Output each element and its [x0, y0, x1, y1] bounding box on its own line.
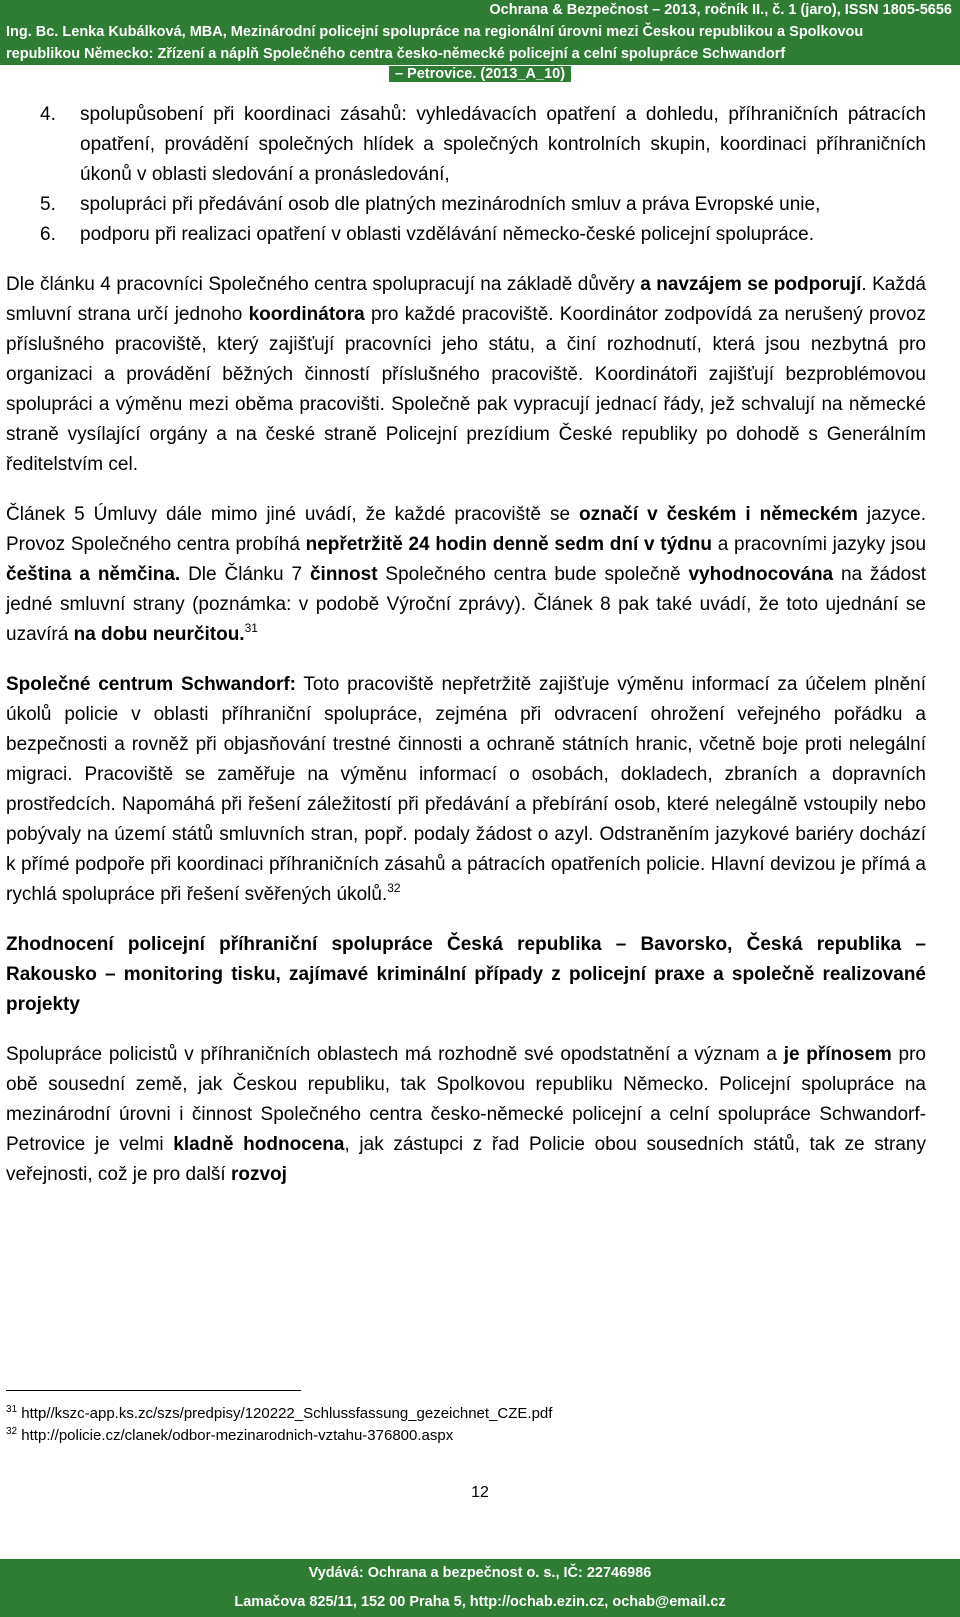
- bold-run: kladně hodnocena: [173, 1134, 345, 1155]
- list-number: 5.: [40, 194, 56, 215]
- bold-run: koordinátora: [248, 304, 365, 325]
- text-run: . Každá smluvní strana určí jednoho: [6, 274, 926, 325]
- footnote-ref[interactable]: 32: [387, 881, 401, 895]
- footnote: [6, 1426, 453, 1446]
- footnote-link[interactable]: http://policie.cz/clanek/odbor-mezinarodnich-vztahu-376800.aspx: [21, 1427, 454, 1444]
- list-text: podporu při realizaci opatření v oblasti vzdělávání německo-české policejní spolupráce.: [80, 224, 815, 245]
- article-code: – Petrovice. (2013_A_10): [389, 66, 571, 82]
- bold-run: na dobu neurčitou.: [73, 624, 245, 645]
- paragraph-centrum-schwandorf: [6, 670, 926, 910]
- publisher-line: Vydává: Ochrana a bezpečnost o. s., IČ: 22746986: [308, 1565, 652, 1581]
- bold-run: čeština a němčina.: [6, 564, 181, 585]
- page-footer: [0, 1559, 960, 1617]
- text-run: pro obě sousední země, jak Českou republiku, tak Spolkovou republiku Německo. Policejní spolupráce na mezinárodní úrovni i činnost Společného centra česko-německé policejní a celní spolupráce Schwandorf-Petrovice je velmi: [6, 1044, 926, 1155]
- bold-run: rozvoj: [230, 1164, 287, 1185]
- article-title-line-3: [0, 65, 960, 84]
- list-number: 4.: [40, 104, 56, 125]
- bold-run: Společné centrum Schwandorf:: [6, 674, 297, 695]
- footnote-ref[interactable]: 31: [244, 621, 258, 635]
- text-run: Dle Článku 7: [180, 564, 310, 585]
- text-run: pro každé pracoviště. Koordinátor zodpovídá za nerušený provoz příslušného pracoviště, který zajišťují pracovníci jeho státu, a činí rozhodnutí, která jsou nezbytná pro organizaci a provádění běžných činností příslušného pracoviště. Koordinátoři zajišťují bezproblémovou spolupráci a výměnu mezi oběma pracovišti. Společně pak vypracují jednací řády, jež schvalují na německé straně vysílající orgány a na české straně Policejní prezídium České republiky po dohodě s Generálním ředitelstvím cel.: [6, 304, 926, 475]
- footnote-link[interactable]: http//kszc-app.ks.zc/szs/predpisy/120222_Schlussfassung_gezeichnet_CZE.pdf: [21, 1405, 553, 1422]
- text-run: Společného centra bude společně: [377, 564, 689, 585]
- bold-run: označí v českém i německém: [579, 504, 858, 525]
- text-run: , jak zástupci z řad Policie obou sousedních států, tak ze strany veřejnosti, což je pro další: [6, 1134, 926, 1185]
- footnote-number: 32: [6, 1426, 18, 1437]
- page-body: [6, 100, 926, 1190]
- list-text: spolupůsobení při koordinaci zásahů: vyhledávacích opatření a dohledu, příhraničních pátracích opatření, provádění společných hlídek a společných kontrolních skupin, koordinaci příhraničních úkonů v oblasti sledování a pronásledování,: [80, 104, 926, 185]
- paragraph-evaluation: [6, 1040, 926, 1190]
- footnote-separator: [6, 1390, 301, 1391]
- page-number: 12: [471, 1484, 489, 1501]
- page-header: [0, 0, 960, 84]
- bold-run: vyhodnocována: [688, 564, 834, 585]
- article-title-line-2: republikou Německo: Zřízení a náplň Společného centra česko-německé policejní a celní spolupráce Schwandorf: [0, 43, 960, 65]
- journal-title-line: Ochrana & Bezpečnost – 2013, ročník II., č. 1 (jaro), ISSN 1805-5656: [0, 0, 960, 21]
- text-run: Článek 5 Úmluvy dále mimo jiné uvádí, že každé pracoviště se: [6, 504, 579, 525]
- paragraph-article-5: [6, 500, 926, 650]
- text-run: a pracovními jazyky jsou: [712, 534, 927, 555]
- bold-run: nepřetržitě 24 hodin denně sedm dní v týdnu: [305, 534, 712, 555]
- footnote: [6, 1404, 552, 1424]
- list-item: [6, 220, 926, 250]
- address-line: Lamačova 825/11, 152 00 Praha 5, http://ochab.ezin.cz, ochab@email.cz: [234, 1594, 726, 1610]
- bold-run: je přínosem: [783, 1044, 892, 1065]
- text-run: Toto pracoviště nepřetržitě zajišťuje výměnu informací za účelem plnění úkolů policie v oblasti příhraniční spolupráce, zejména při odvracení ohrožení veřejného pořádku a bezpečnosti a rovněž při objasňování trestné činnosti a ochraně státních hranic, včetně boje proti nelegální migraci. Pracoviště se zaměřuje na výměnu informací o osobách, dokladech, zbraních a dopravních prostředcích. Napomáhá při řešení záležitostí při předávání a přebírání osob, které nelegálně vstoupily nebo pobývaly na území států smluvních stran, popř. podaly žádost o azyl. Odstraněním jazykové bariéry dochází k přímé podpoře při koordinaci příhraničních zásahů a pátracích opatřeních policie. Hlavní devizou je přímá a rychlá spolupráce při řešení svěřených úkolů.: [6, 674, 926, 905]
- bold-run: činnost: [309, 564, 378, 585]
- article-title-line-1: Ing. Bc. Lenka Kubálková, MBA, Mezinárodní policejní spolupráce na regionální úrovni mezi Českou republikou a Spolkovou: [0, 21, 960, 43]
- text-run: na žádost jedné smluvní strany (poznámka: v podobě Výroční zprávy). Článek 8 pak také uvádí, že toto ujednání se uzavírá: [6, 564, 927, 645]
- text-run: jazyce. Provoz Společného centra probíhá: [6, 504, 926, 555]
- bold-run: a navzájem se podporují: [640, 274, 862, 295]
- list-item: [6, 100, 926, 190]
- text-run: Dle článku 4 pracovníci Společného centra spolupracují na základě důvěry: [6, 274, 641, 295]
- list-text: spolupráci při předávání osob dle platných mezinárodních smluv a práva Evropské unie,: [80, 194, 821, 215]
- paragraph-article-4: [6, 270, 926, 480]
- section-heading: Zhodnocení policejní příhraniční spolupráce Česká republika – Bavorsko, Česká republika – Rakousko – monitoring tisku, zajímavé kriminální případy z policejní praxe a společně realizované projekty: [6, 934, 926, 1015]
- text-run: Spolupráce policistů v příhraničních oblastech má rozhodně své opodstatnění a význam a: [6, 1044, 784, 1065]
- list-number: 6.: [40, 224, 56, 245]
- footnote-number: 31: [6, 1404, 18, 1415]
- list-item: [6, 190, 926, 220]
